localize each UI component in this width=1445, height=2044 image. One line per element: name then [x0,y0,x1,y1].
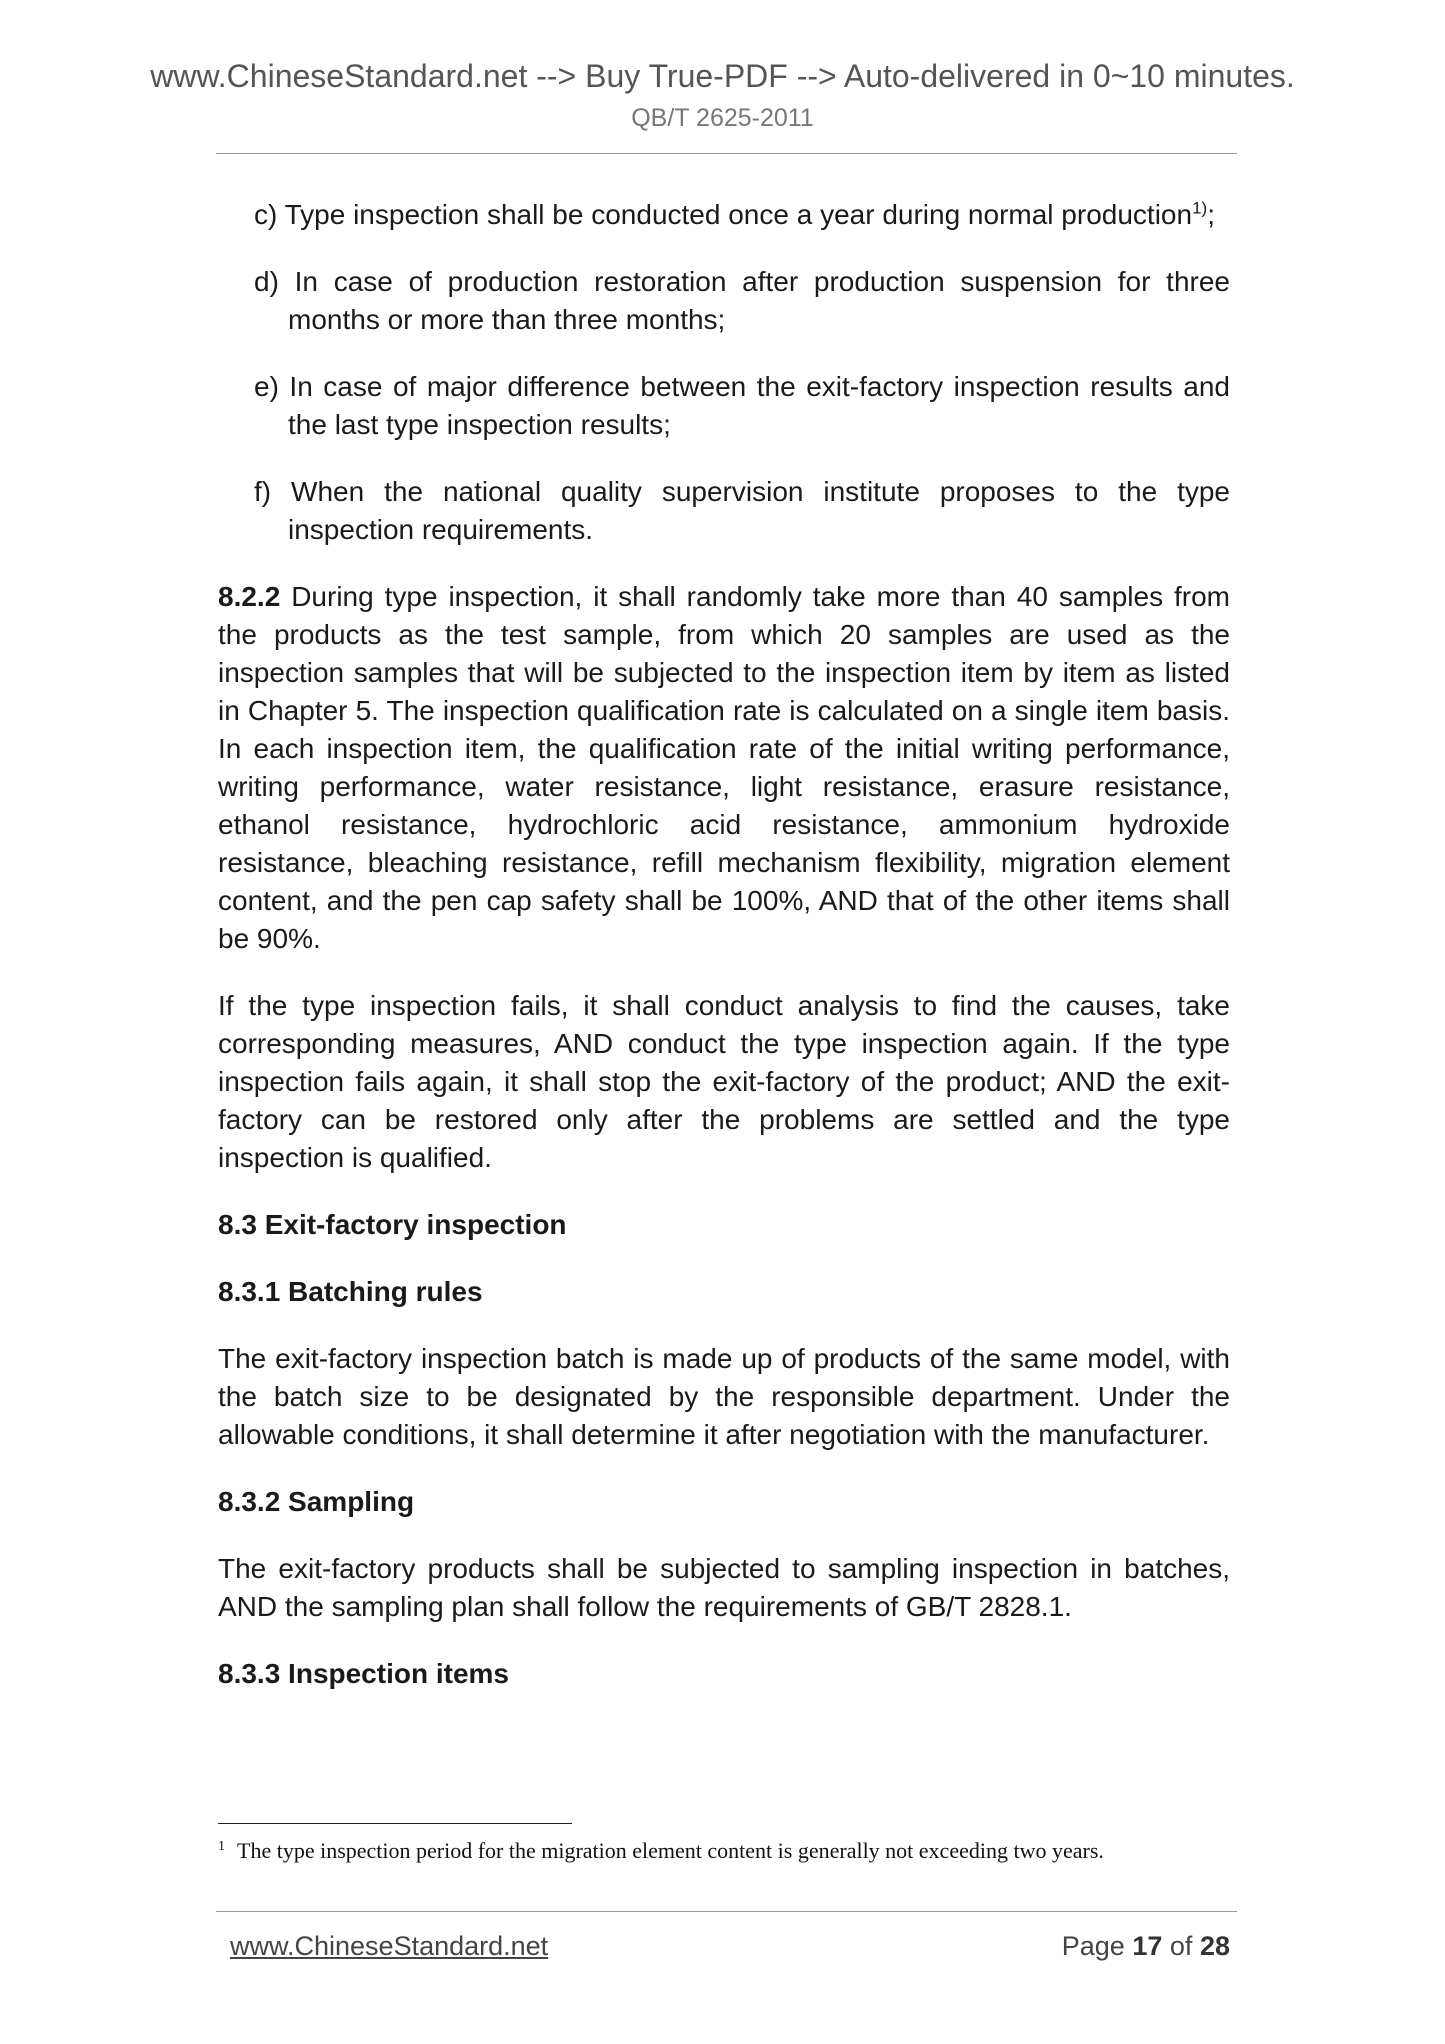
standard-code: QB/T 2625-2011 [631,104,814,132]
paragraph-type-inspection-fails: If the type inspection fails, it shall conduct analysis to find the causes, take corresponding measures, AND conduct the type inspection again. If the type inspection fails again, it shall stop the exit-factory of the product; AND the exit-factory can be restored only after the problems are settled and the type inspection is qualified. [218,990,1230,1173]
page-word: Page [1061,1931,1125,1961]
footnote [218,1838,1230,1864]
footnote-number: 1 [218,1838,225,1854]
clause-8-2-2 [218,578,1230,958]
footnote-ref: 1) [1192,198,1208,218]
top-banner: www.ChineseStandard.net --> Buy True-PDF --> Auto-delivered in 0~10 minutes. [150,58,1295,94]
list-item-f: f) When the national quality supervision institute proposes to the type inspection requirements. [254,476,1230,545]
clause-text: During type inspection, it shall randomly take more than 40 samples from the products as the test sample, from which 20 samples are used as the inspection samples that will be subjected to the inspection item by item as listed in Chapter 5. The inspection qualification rate is calculated on a single item basis. In each inspection item, the qualification rate of the initial writing performance, writing performance, water resistance, light resistance, erasure resistance, ethanol resistance, hydrochloric acid resistance, ammonium hydroxide resistance, bleaching resistance, refill mechanism flexibility, migration element content, and the pen cap safety shall be 100%, AND that of the other items shall be 90%. [218,581,1230,954]
of-word: of [1169,1931,1193,1961]
page-number: 17 [1132,1931,1163,1961]
heading-8-3-3: 8.3.3 Inspection items [218,1658,509,1689]
heading-8-3-1: 8.3.1 Batching rules [218,1276,483,1307]
footer-divider [216,1911,1237,1912]
list-item-c [218,196,1230,234]
list-item-e: e) In case of major difference between the exit-factory inspection results and the last type inspection results; [254,371,1230,440]
list-item-text: c) Type inspection shall be conducted once a year during normal production [254,199,1193,230]
heading-8-3: 8.3 Exit-factory inspection [218,1209,567,1240]
footer-link[interactable]: www.ChineseStandard.net [230,1931,549,1961]
clause-number: 8.2.2 [218,581,281,612]
header-divider [216,153,1237,154]
paragraph-sampling: The exit-factory products shall be subjected to sampling inspection in batches, AND the sampling plan shall follow the requirements of GB/T 2828.1. [218,1553,1230,1622]
footnote-text: The type inspection period for the migration element content is generally not exceeding two years. [237,1838,1104,1863]
list-item-d: d) In case of production restoration after production suspension for three months or more than three months; [254,266,1230,335]
list-item-tail: ; [1207,199,1215,230]
page-content [218,196,1230,1722]
page-indicator [1062,1931,1230,1962]
heading-8-3-2: 8.3.2 Sampling [218,1486,415,1517]
page-total: 28 [1199,1931,1230,1961]
paragraph-batching: The exit-factory inspection batch is made up of products of the same model, with the batch size to be designated by the responsible department. Under the allowable conditions, it shall determine it after negotiation with the manufacturer. [218,1343,1230,1450]
footnote-divider [218,1823,572,1824]
